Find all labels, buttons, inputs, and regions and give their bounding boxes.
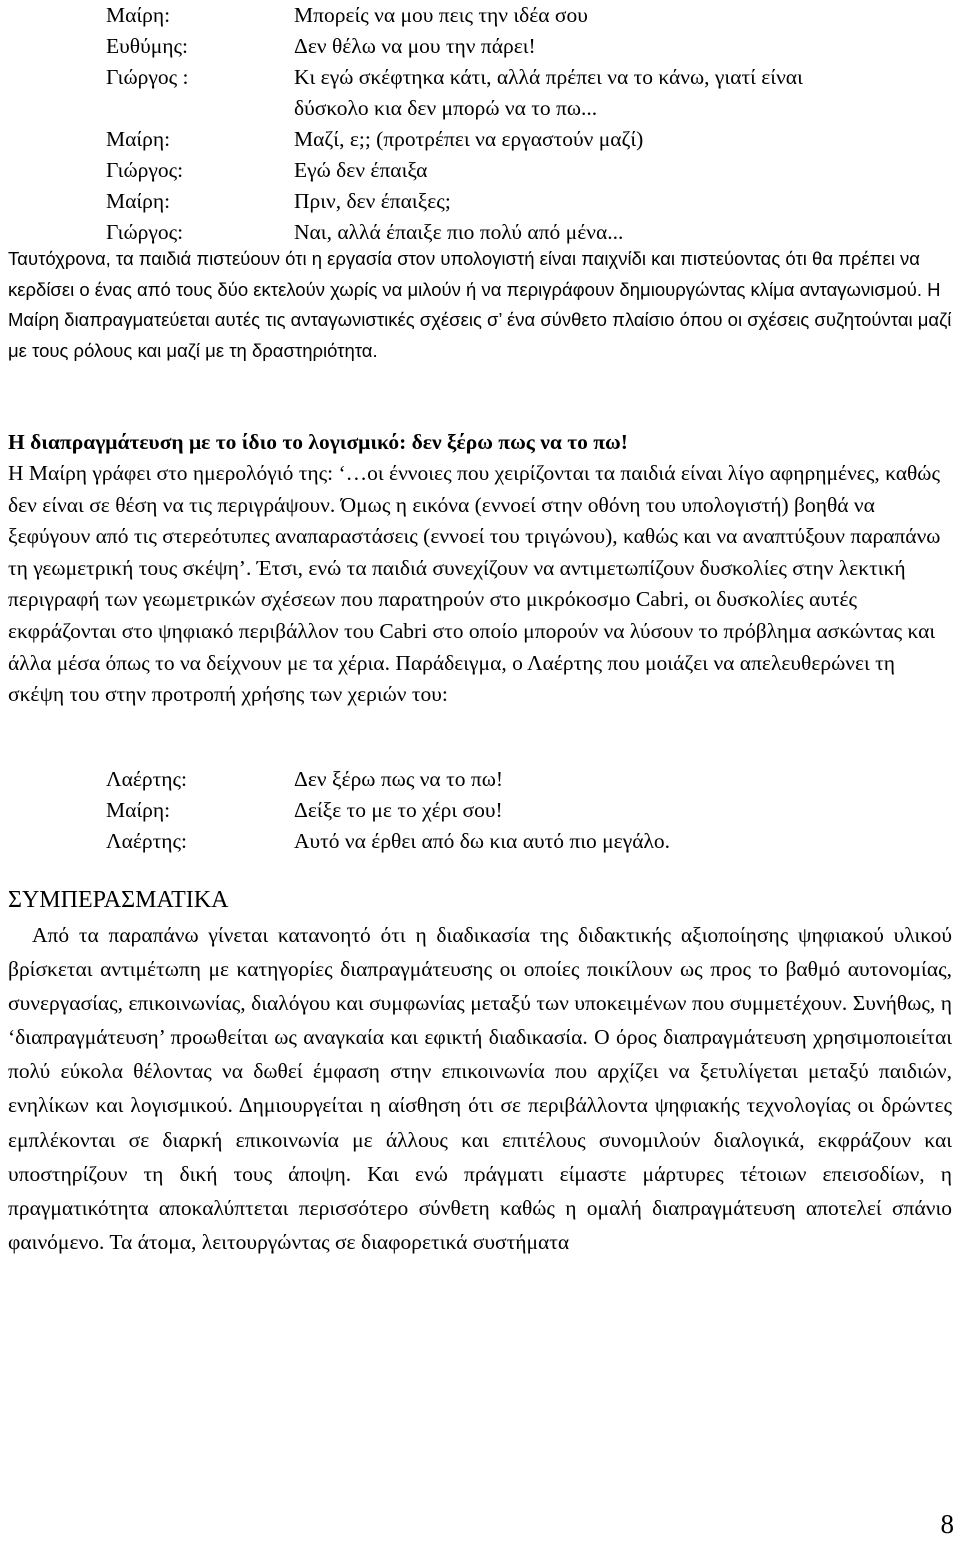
dialogue-line <box>0 31 960 62</box>
dialogue-line <box>0 0 960 31</box>
dialogue-line <box>0 93 960 124</box>
utterance: Μπορείς να μου πεις την ιδέα σου <box>294 3 588 27</box>
speaker-name: Μαίρη: <box>106 189 171 213</box>
page-number: 8 <box>940 1509 954 1539</box>
speaker-name: Γιώργος : <box>106 65 189 89</box>
speaker-name: Γιώργος: <box>106 220 184 244</box>
speaker-name: Μαίρη: <box>106 127 171 151</box>
utterance: Πριν, δεν έπαιξες; <box>294 189 451 213</box>
speaker-name: Μαίρη: <box>106 798 171 822</box>
utterance: Κι εγώ σκέφτηκα κάτι, αλλά πρέπει να το κάνω, γιατί είναι <box>294 65 803 89</box>
speaker-name: Γιώργος: <box>106 158 184 182</box>
section-title: ΣΥΜΠΕΡΑΣΜΑΤΙΚΑ <box>8 887 229 913</box>
utterance: Ναι, αλλά έπαιξε πιο πολύ από μένα... <box>294 220 624 244</box>
speaker-name: Λαέρτης: <box>106 829 187 853</box>
dialogue-excerpt-1 <box>0 0 960 248</box>
utterance: Δείξε το με το χέρι σου! <box>294 798 503 822</box>
dialogue-excerpt-2 <box>0 764 960 857</box>
dialogue-line <box>0 124 960 155</box>
dialogue-line <box>0 826 960 857</box>
dialogue-line <box>0 795 960 826</box>
dialogue-line <box>0 155 960 186</box>
body-paragraph: Από τα παραπάνω γίνεται κατανοητό ότι η διαδικασία της διδακτικής αξιοποίησης ψηφιακού υλικού βρίσκεται αντιμέτωπη με κατηγορίες διαπραγμάτευσης οι οποίες ποικίλουν ως προς το βαθμό αυτονομίας, συνεργασίας, επικοινωνίας, διαλόγου και συμφωνίας μεταξύ των υποκειμένων που συμμετέχουν. Συνήθως, η ‘διαπραγμάτευση’ προωθείται ως αναγκαία και εφικτή διαδικασία. Ο όρος διαπραγμάτευση χρησιμοποιείται πολύ εύκολα θέλοντας να δωθεί έμφαση στην επικοινωνία που αρχίζει να ξετυλίγεται μεταξύ παιδιών, ενηλίκων και λογισμικού. Δημιουργείται η αίσθηση ότι σε περιβάλλοντα ψηφιακής τεχνολογίας οι δρώντες εμπλέκονται σε διαρκή επικοινωνία με άλλους και επιτέλους συνομιλούν διαλογικά, εκφράζουν και υποστηρίζουν τη δική τους άποψη. Και ενώ πράγματι είμαστε μάρτυρες τέτοιων επεισοδίων, η πραγματικότητα αποκαλύπτεται περισσότερο σύνθετη καθώς η ομαλή διαπραγμάτευση αποτελεί σπάνιο φαινόμενο. Τα άτομα, λειτουργώντας σε διαφορετικά συστήματα <box>8 923 952 1254</box>
subsection-heading: Η διαπραγμάτευση με το ίδιο το λογισμικό: δεν ξέρω πως να το πω! <box>8 430 628 454</box>
utterance: δύσκολο κια δεν μπορώ να το πω... <box>294 96 598 120</box>
body-paragraph: Ταυτόχρονα, τα παιδιά πιστεύουν ότι η εργασία στον υπολογιστή είναι παιχνίδι και πιστεύοντας ότι θα πρέπει να κερδίσει ο ένας από τους δύο εκτελούν χωρίς να μιλούν ή να περιγράφουν δημιουργώντας κλίμα ανταγωνισμού. Η Μαίρη διαπραγματεύεται αυτές τις ανταγωνιστικές σχέσεις σ’ ένα σύνθετο πλαίσιο όπου οι σχέσεις συζητούνται μαζί με τους ρόλους και μαζί με τη δραστηριότητα. <box>8 248 952 361</box>
utterance: Αυτό να έρθει από δω κια αυτό πιο μεγάλο. <box>294 829 671 853</box>
speaker-name: Λαέρτης: <box>106 767 187 791</box>
dialogue-line <box>0 186 960 217</box>
dialogue-line <box>0 764 960 795</box>
dialogue-line <box>0 62 960 93</box>
utterance: Εγώ δεν έπαιξα <box>294 158 428 182</box>
utterance: Δεν ξέρω πως να το πω! <box>294 767 504 791</box>
utterance: Δεν θέλω να μου την πάρει! <box>294 34 536 58</box>
speaker-name: Μαίρη: <box>106 3 171 27</box>
body-paragraph: Η Μαίρη γράφει στο ημερολόγιό της: ‘…οι έννοιες που χειρίζονται τα παιδιά είναι λίγο αφηρημένες, καθώς δεν είναι σε θέση να τις περιγράψουν. Όμως η εικόνα (εννοεί στην οθόνη του υπολογιστή) βοηθά να ξεφύγουν από τις στερεότυπες αναπαραστάσεις (εννοεί του τριγώνου), καθώς και να αναπτύξουν παραπάνω τη γεωμετρική τους σκέψη’. Έτσι, ενώ τα παιδιά συνεχίζουν να αντιμετωπίζουν δυσκολίες στην λεκτική περιγραφή των γεωμετρικών σχέσεων που παρατηρούν στο μικρόκοσμο Cabri, οι δυσκολίες αυτές εκφράζονται στο ψηφιακό περιβάλλον του Cabri στο οποίο μπορούν να λύσουν το πρόβλημα ασκώντας και άλλα μέσα όπως το να δείχνουν με τα χέρια. Παράδειγμα, ο Λαέρτης που μοιάζει να απελευθερώνει τη σκέψη του στην προτροπή χρήσης των χεριών του: <box>8 461 941 707</box>
utterance: Μαζί, ε;; (προτρέπει να εργαστούν μαζί) <box>294 127 644 151</box>
speaker-name: Ευθύμης: <box>106 34 188 58</box>
